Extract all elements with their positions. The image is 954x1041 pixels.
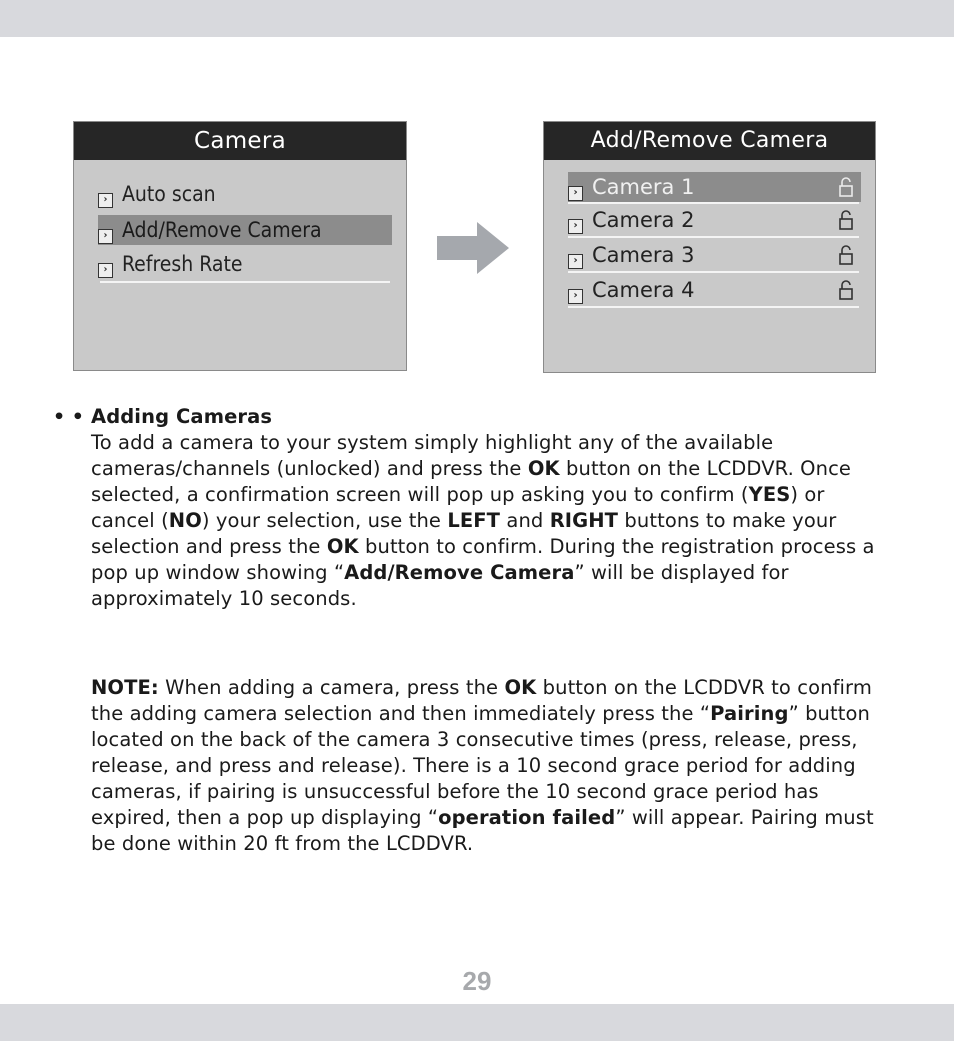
camera-label: Camera 1 [592, 175, 695, 199]
menu-item-auto-scan[interactable] [98, 179, 392, 209]
camera-item-4[interactable] [568, 275, 861, 305]
camera-item-1[interactable] [568, 172, 861, 202]
menu-item-label: Refresh Rate [122, 252, 243, 276]
camera-menu-screen [73, 121, 407, 371]
camera-label: Camera 2 [592, 208, 695, 232]
add-remove-camera-screen [543, 121, 876, 373]
unlocked-lock-icon [839, 280, 853, 300]
right-arrow-icon [437, 222, 511, 274]
divider [568, 236, 859, 238]
add-remove-camera-title: Add/Remove Camera [544, 122, 875, 160]
section-heading: Adding Cameras [91, 405, 273, 428]
section-body [91, 404, 881, 612]
key-icon: › [98, 263, 113, 278]
key-icon: › [568, 254, 583, 269]
key-icon: › [568, 289, 583, 304]
divider [100, 281, 390, 283]
bullet-marker: • • [53, 406, 84, 428]
camera-menu-title: Camera [74, 122, 406, 160]
camera-label: Camera 4 [592, 278, 695, 302]
menu-item-refresh-rate[interactable] [98, 249, 392, 279]
page-number: 29 [462, 966, 492, 996]
menu-item-label: Add/Remove Camera [122, 218, 322, 242]
key-icon: › [98, 193, 113, 208]
unlocked-lock-icon [839, 245, 853, 265]
key-icon: › [568, 186, 583, 201]
camera-item-2[interactable] [568, 205, 861, 235]
note-paragraph: NOTE: When adding a camera, press the OK button on the LCDDVR to confirm the adding camera selection and then immediately press the “Pairing” button located on the back of the camera 3 consecutive times (press, release, press, release, and press and release). There is a 10 second grace period for adding cameras, if pairing is unsuccessful before the 10 second grace period has expired, then a pop up displaying “operation failed” will appear. Pairing must be done within 20 ft from the LCDDVR. [91, 676, 874, 855]
camera-item-3[interactable] [568, 240, 861, 270]
menu-item-add-remove-camera[interactable] [98, 215, 392, 245]
top-band [0, 0, 954, 37]
divider [568, 306, 859, 308]
divider [568, 271, 859, 273]
camera-label: Camera 3 [592, 243, 695, 267]
key-icon: › [98, 229, 113, 244]
unlocked-lock-icon [839, 210, 853, 230]
unlocked-lock-icon [839, 177, 853, 197]
paragraph-adding-cameras: To add a camera to your system simply highlight any of the available cameras/channels (unlocked) and press the OK button on the LCDDVR. Once selected, a confirmation screen will pop up asking you to confirm (YES) or cancel (NO) your selection, use the LEFT and RIGHT buttons to make your selection and press the OK button to confirm. During the registration process a pop up window showing “Add/Remove Camera” will be displayed for approximately 10 seconds. [91, 431, 875, 610]
key-icon: › [568, 219, 583, 234]
divider [568, 202, 859, 204]
bottom-band [0, 1004, 954, 1041]
menu-item-label: Auto scan [122, 182, 216, 206]
